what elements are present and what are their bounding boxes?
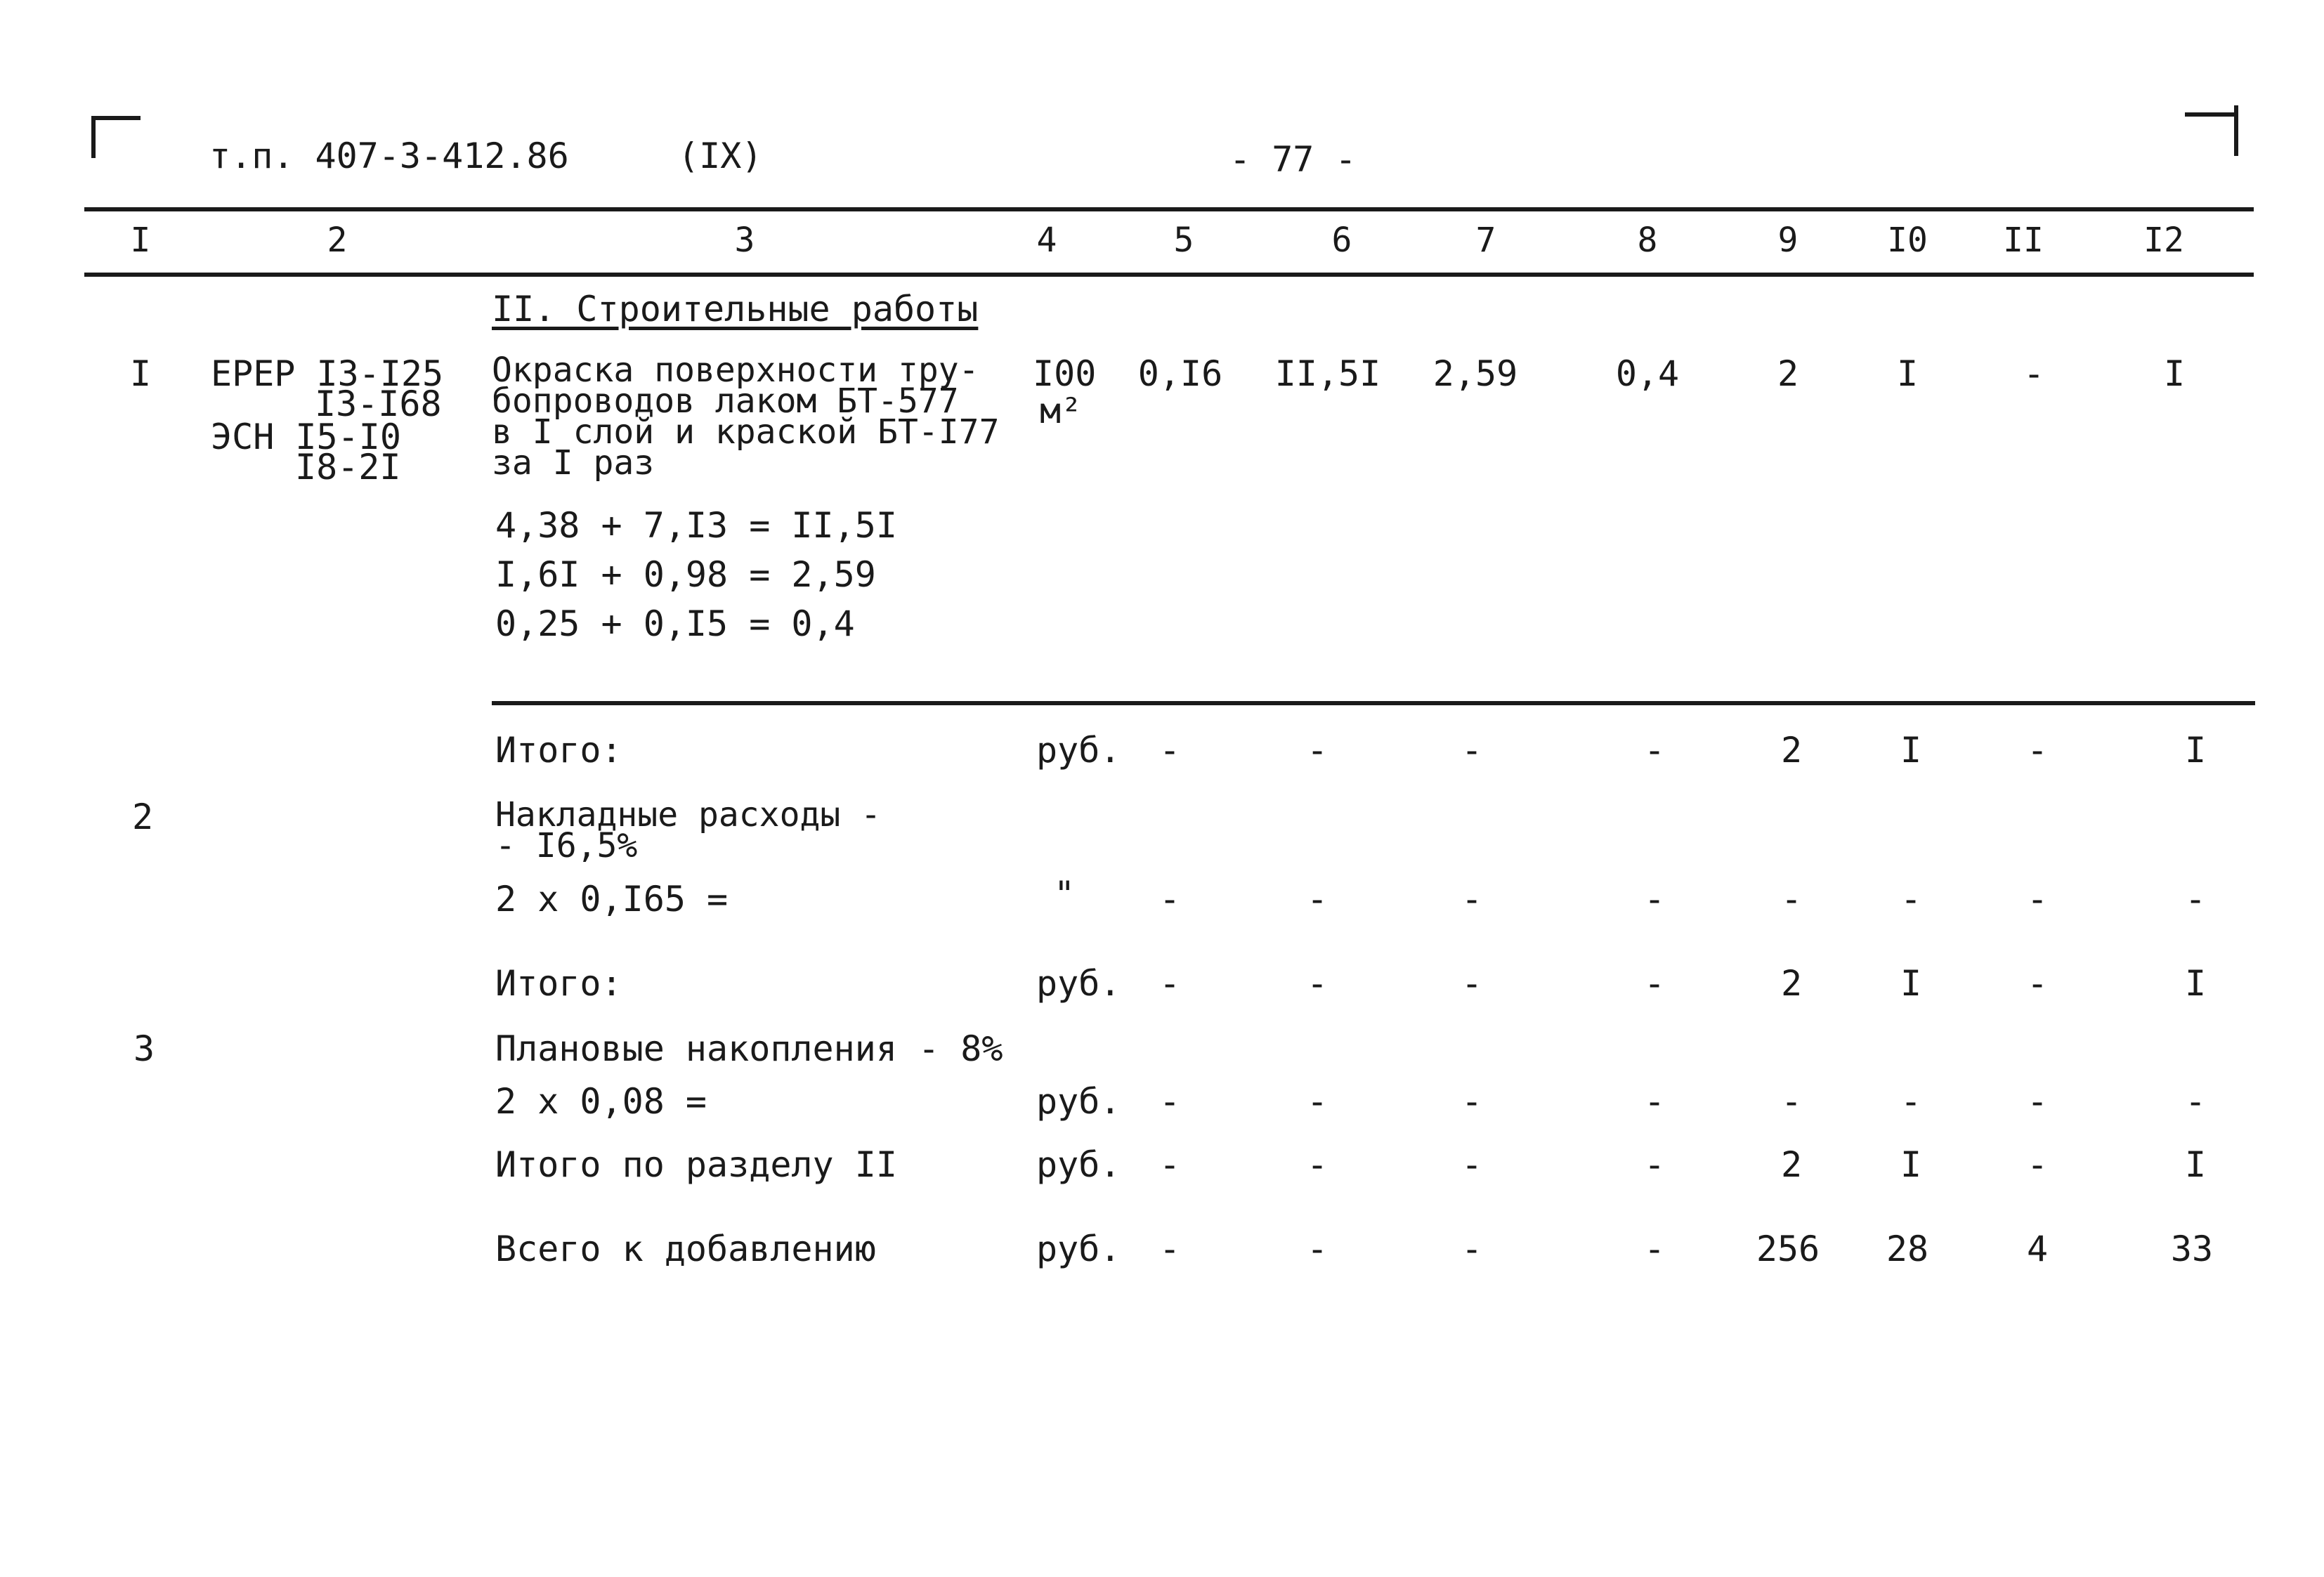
value-cell: - xyxy=(1461,1144,1483,1185)
unit-cell: I00 xyxy=(1033,353,1097,394)
value-cell: - xyxy=(1461,879,1483,920)
value-cell: 0,I6 xyxy=(1137,353,1223,394)
value-cell: - xyxy=(1158,963,1181,1004)
value-cell: - xyxy=(1306,963,1329,1004)
value-cell: - xyxy=(1158,1229,1181,1269)
unit-cell: руб. xyxy=(1036,1081,1121,1122)
unit-cell: руб. xyxy=(1036,730,1121,771)
column-header: 8 xyxy=(1637,221,1658,260)
value-cell: - xyxy=(1643,963,1666,1004)
value-cell: 2,59 xyxy=(1432,353,1518,394)
column-header: 7 xyxy=(1475,221,1496,260)
row-label: Итого: xyxy=(495,963,622,1004)
value-cell: - xyxy=(1306,1229,1329,1269)
calculation-line: 0,25 + 0,I5 = 0,4 xyxy=(495,603,855,644)
value-cell: I xyxy=(1900,730,1922,771)
value-cell: 33 xyxy=(2170,1229,2214,1269)
value-cell: - xyxy=(1461,730,1483,771)
value-cell: - xyxy=(1780,1081,1803,1122)
value-cell: I xyxy=(2184,963,2207,1004)
value-cell: I xyxy=(2184,730,2207,771)
header-rule-bottom xyxy=(84,273,2254,277)
value-cell: 2 xyxy=(1780,730,1803,771)
row-label: 2 х 0,I65 = xyxy=(495,879,729,920)
corner-mark-left xyxy=(91,116,96,158)
column-header: I0 xyxy=(1887,221,1928,260)
row-number: 2 xyxy=(132,797,154,837)
value-cell: I xyxy=(1900,1144,1922,1185)
work-description: Окраска поверхности тру- бопроводов лаком БТ-577 в I слой и краской БТ-I77 за I раз xyxy=(492,351,1000,483)
doc-code: т.п. 407-3-412.86 xyxy=(209,136,569,176)
row-label: Итого по разделу II xyxy=(495,1144,897,1185)
row-label: 2 х 0,08 = xyxy=(495,1081,707,1122)
reference-code: I8-2I xyxy=(295,447,401,488)
value-cell: - xyxy=(1461,1081,1483,1122)
section-separator xyxy=(492,701,2255,705)
value-cell: - xyxy=(2026,879,2049,920)
unit-cell: руб. xyxy=(1036,1229,1121,1269)
page-number: - 77 - xyxy=(1229,139,1357,180)
value-cell: - xyxy=(1643,1229,1666,1269)
value-cell: 2 xyxy=(1780,1144,1803,1185)
calculation-line: I,6I + 0,98 = 2,59 xyxy=(495,554,876,595)
value-cell: - xyxy=(1900,1081,1922,1122)
value-cell: - xyxy=(1306,879,1329,920)
column-header: II xyxy=(2003,221,2044,260)
value-cell: - xyxy=(1780,879,1803,920)
column-header: 5 xyxy=(1173,221,1194,260)
value-cell: I xyxy=(1896,353,1919,394)
corner-mark-left xyxy=(91,116,141,120)
value-cell: 0,4 xyxy=(1615,353,1680,394)
value-cell: 2 xyxy=(1777,353,1799,394)
value-cell: - xyxy=(2026,1144,2049,1185)
unit-cell: руб. xyxy=(1036,1144,1121,1185)
value-cell: - xyxy=(1643,1144,1666,1185)
value-cell: - xyxy=(1643,730,1666,771)
calculation-line: 4,38 + 7,I3 = II,5I xyxy=(495,505,897,546)
value-cell: - xyxy=(1643,1081,1666,1122)
row-number: 3 xyxy=(133,1028,155,1069)
value-cell: - xyxy=(2026,963,2049,1004)
row-label: Итого: xyxy=(495,730,622,771)
column-header: 9 xyxy=(1777,221,1799,260)
value-cell: - xyxy=(2184,1081,2207,1122)
value-cell: - xyxy=(1306,730,1329,771)
value-cell: - xyxy=(1306,1144,1329,1185)
row-label: Плановые накопления - 8% xyxy=(495,1028,1003,1069)
value-cell: - xyxy=(1158,879,1181,920)
column-header: 6 xyxy=(1331,221,1352,260)
reference-code: ЭСН I5-I0 xyxy=(211,417,401,457)
album-number: (IX) xyxy=(678,136,763,176)
value-cell: - xyxy=(1158,730,1181,771)
value-cell: - xyxy=(1158,1081,1181,1122)
value-cell: - xyxy=(1643,879,1666,920)
column-header: I2 xyxy=(2143,221,2184,260)
reference-code: I3-I68 xyxy=(315,384,442,424)
unit-cell: " xyxy=(1054,874,1076,915)
value-cell: - xyxy=(1306,1081,1329,1122)
row-number: I xyxy=(130,353,152,394)
unit-cell: м² xyxy=(1040,391,1083,431)
value-cell: I xyxy=(1900,963,1922,1004)
row-label: Всего к добавлению xyxy=(495,1229,876,1269)
value-cell: 2 xyxy=(1780,963,1803,1004)
reference-code: ЕРЕР I3-I25 xyxy=(211,353,444,394)
column-header: 4 xyxy=(1036,221,1057,260)
value-cell: 256 xyxy=(1756,1229,1820,1269)
value-cell: - xyxy=(2026,1081,2049,1122)
header-rule-top xyxy=(84,207,2254,211)
value-cell: I xyxy=(2184,1144,2207,1185)
value-cell: - xyxy=(1158,1144,1181,1185)
value-cell: II,5I xyxy=(1274,353,1381,394)
value-cell: - xyxy=(2023,353,2045,394)
column-header: I xyxy=(130,221,151,260)
row-label: Накладные расходы - - I6,5% xyxy=(495,795,882,865)
value-cell: - xyxy=(1900,879,1922,920)
unit-cell: руб. xyxy=(1036,963,1121,1004)
corner-mark-right xyxy=(2185,112,2238,117)
value-cell: - xyxy=(2026,730,2049,771)
column-header: 3 xyxy=(734,221,755,260)
value-cell: 28 xyxy=(1886,1229,1929,1269)
column-header: 2 xyxy=(327,221,348,260)
section-title: II. Строительные работы xyxy=(492,289,979,329)
value-cell: - xyxy=(1461,1229,1483,1269)
value-cell: I xyxy=(2163,353,2186,394)
value-cell: - xyxy=(2184,879,2207,920)
value-cell: - xyxy=(1461,963,1483,1004)
value-cell: 4 xyxy=(2026,1229,2049,1269)
